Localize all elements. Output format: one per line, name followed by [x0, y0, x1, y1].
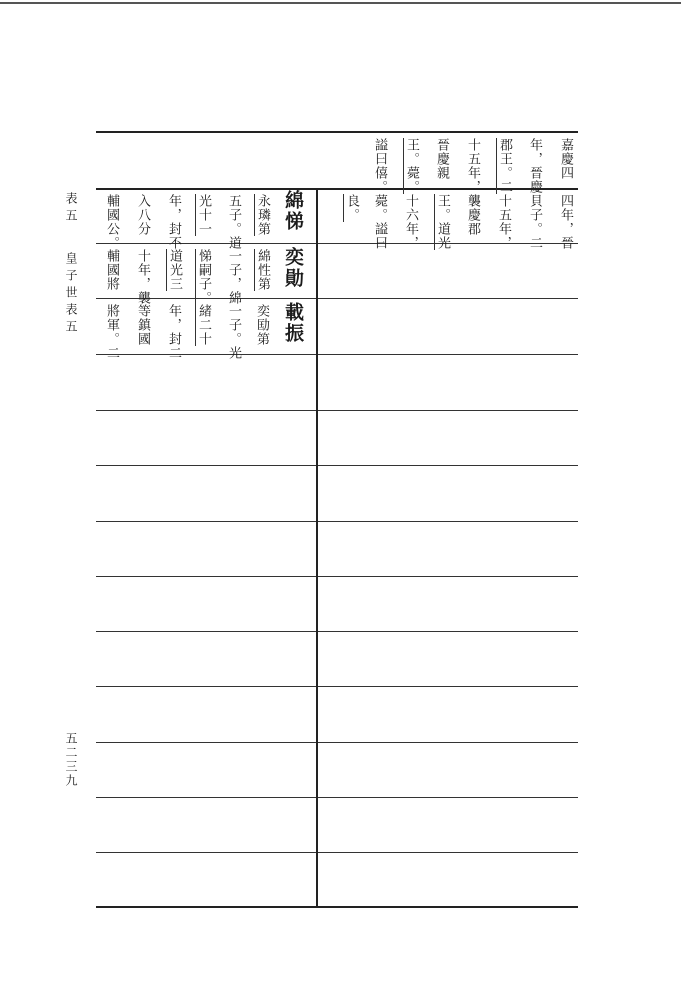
row-divider	[318, 354, 578, 355]
row-divider	[96, 243, 316, 244]
person-name: 綿悌	[282, 190, 304, 232]
row-divider	[96, 631, 316, 632]
table-label: 表五	[64, 192, 78, 226]
row-divider	[318, 631, 578, 632]
page-top-border	[0, 2, 681, 4]
row-divider	[96, 354, 316, 355]
row-divider	[318, 298, 578, 299]
bio-text-col: 輔國將	[104, 249, 119, 291]
bio-text-col: 年，封不	[166, 194, 181, 250]
row-divider	[318, 521, 578, 522]
bio-text-col: 光十一	[196, 194, 211, 236]
row-divider	[318, 465, 578, 466]
bio-text-col: 奕劻第	[254, 304, 269, 346]
row-divider	[318, 410, 578, 411]
table-top-rule	[96, 131, 578, 133]
header-text-col: 謚曰僖。	[372, 138, 387, 194]
bio-text-col: 十年，襲	[135, 249, 150, 305]
bio-text-col: 十五年，	[496, 194, 511, 250]
bio-text-col: 一子，綿	[226, 249, 241, 305]
row-divider	[318, 686, 578, 687]
bio-text-col: 薨。謚曰	[372, 194, 387, 250]
row-divider	[96, 686, 316, 687]
row-divider	[96, 576, 316, 577]
bio-text-col: 永璘第	[255, 194, 270, 236]
header-text-col: 年，晉慶	[527, 138, 542, 194]
row-divider	[96, 521, 316, 522]
header-text-col: 郡王。二	[497, 138, 512, 194]
section-title: 皇子世表五	[64, 252, 78, 337]
bio-text-col: 緒二十	[196, 304, 211, 346]
bio-text-col: 貝子。二	[527, 194, 542, 250]
header-text-col: 十五年，	[465, 138, 480, 194]
row-divider	[318, 797, 578, 798]
bio-text-col: 年，封二	[166, 304, 181, 360]
row-divider	[318, 742, 578, 743]
bio-text-col: 入八分	[135, 194, 150, 236]
row-divider	[96, 852, 316, 853]
header-text-col: 王。薨。	[404, 138, 419, 194]
row-divider	[96, 797, 316, 798]
row-divider	[318, 576, 578, 577]
column-divider	[316, 188, 318, 906]
bio-text-col: 良。	[344, 194, 359, 222]
bio-text-col: 將軍。二	[104, 304, 119, 360]
row-divider	[96, 742, 316, 743]
header-text-col: 晉慶親	[434, 138, 449, 180]
bio-text-col: 一子。光	[226, 304, 241, 360]
table-bottom-rule	[96, 906, 578, 908]
row-divider	[96, 465, 316, 466]
bio-text-col: 綿性第	[255, 249, 270, 291]
person-name: 奕勛	[282, 247, 304, 289]
header-text-col: 嘉慶四	[558, 138, 573, 180]
bio-text-col: 王。道光	[435, 194, 450, 250]
bio-text-col: 道光三	[167, 249, 182, 291]
bio-text-col: 輔國公。	[104, 194, 119, 250]
bio-text-col: 十六年，	[403, 194, 418, 250]
bio-text-col: 襲慶郡	[465, 194, 480, 236]
row-divider	[96, 410, 316, 411]
page-number: 五二三九	[64, 732, 78, 788]
bio-text-col: 悌嗣子。	[196, 249, 211, 305]
row-divider	[318, 852, 578, 853]
bio-text-col: 五子。道	[226, 194, 241, 250]
bio-text-col: 等鎮國	[135, 304, 150, 346]
bio-text-col: 四年，晉	[558, 194, 573, 250]
person-name: 載振	[282, 302, 304, 344]
